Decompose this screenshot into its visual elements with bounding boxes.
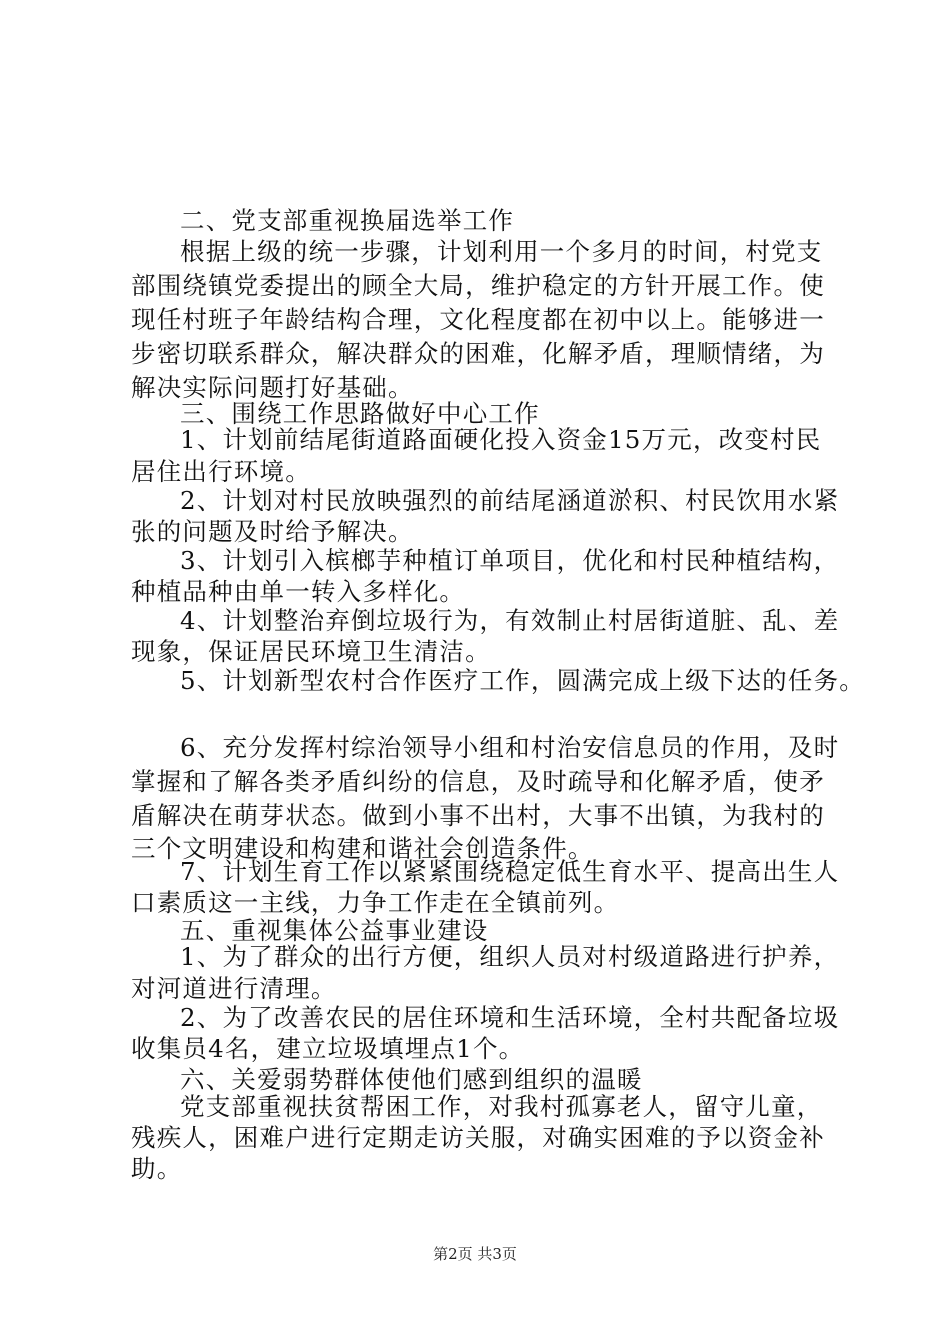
list-item: 2、为了改善农民的居住环境和生活环境，全村共配备垃圾: [180, 1003, 840, 1032]
paragraph-line: 步密切联系群众，解决群众的困难，化解矛盾，理顺情绪，为: [131, 339, 825, 368]
paragraph-line: 部围绕镇党委提出的顾全大局，维护稳定的方针开展工作。使: [131, 271, 825, 300]
list-item: 4、计划整治弃倒垃圾行为，有效制止村居街道脏、乱、差: [180, 606, 840, 635]
paragraph-line: 现象，保证居民环境卫生清洁。: [131, 637, 491, 666]
section-heading-3: 三、围绕工作思路做好中心工作: [180, 399, 540, 428]
paragraph-line: 种植品种由单一转入多样化。: [131, 577, 466, 606]
list-item: 6、充分发挥村综治领导小组和村治安信息员的作用，及时: [180, 733, 840, 762]
paragraph-line: 助。: [131, 1154, 183, 1183]
paragraph-line: 解决实际问题打好基础。: [131, 373, 414, 402]
paragraph-line: 现任村班子年龄结构合理，文化程度都在初中以上。能够进一: [131, 305, 825, 334]
section-heading-2: 二、党支部重视换届选举工作: [180, 206, 515, 235]
paragraph-line: 根据上级的统一步骤，计划利用一个多月的时间，村党支: [180, 237, 823, 266]
paragraph-line: 收集员4名，建立垃圾填埋点1个。: [131, 1034, 525, 1063]
paragraph-line: 居住出行环境。: [131, 457, 311, 486]
list-item: 7、计划生育工作以紧紧围绕稳定低生育水平、提高出生人: [180, 857, 840, 886]
list-item: 5、计划新型农村合作医疗工作，圆满完成上级下达的任务。: [180, 666, 865, 695]
page-footer: 第2页 共3页: [433, 1245, 517, 1263]
paragraph-line: 掌握和了解各类矛盾纠纷的信息，及时疏导和化解矛盾，使矛: [131, 767, 825, 796]
paragraph-line: 党支部重视扶贫帮困工作，对我村孤寡老人，留守儿童，: [180, 1092, 823, 1121]
list-item: 2、计划对村民放映强烈的前结尾涵道淤积、村民饮用水紧: [180, 486, 840, 515]
list-item: 3、计划引入槟榔芋种植订单项目，优化和村民种植结构，: [180, 546, 840, 575]
paragraph-line: 张的问题及时给予解决。: [131, 517, 414, 546]
paragraph-line: 对河道进行清理。: [131, 974, 337, 1003]
list-item: 1、为了群众的出行方便，组织人员对村级道路进行护养，: [180, 942, 840, 971]
paragraph-line: 残疾人，困难户进行定期走访关服，对确实困难的予以资金补: [131, 1123, 825, 1152]
list-item: 1、计划前结尾街道路面硬化投入资金15万元，改变村民: [180, 425, 822, 454]
paragraph-line: 口素质这一主线，力争工作走在全镇前列。: [131, 888, 620, 917]
section-heading-6: 六、关爱弱势群体使他们感到组织的温暖: [180, 1065, 643, 1094]
paragraph-line: 三个文明建设和构建和谐社会创造条件。: [131, 834, 594, 863]
section-heading-5: 五、重视集体公益事业建设: [180, 916, 489, 945]
paragraph-line: 盾解决在萌芽状态。做到小事不出村，大事不出镇，为我村的: [131, 801, 825, 830]
